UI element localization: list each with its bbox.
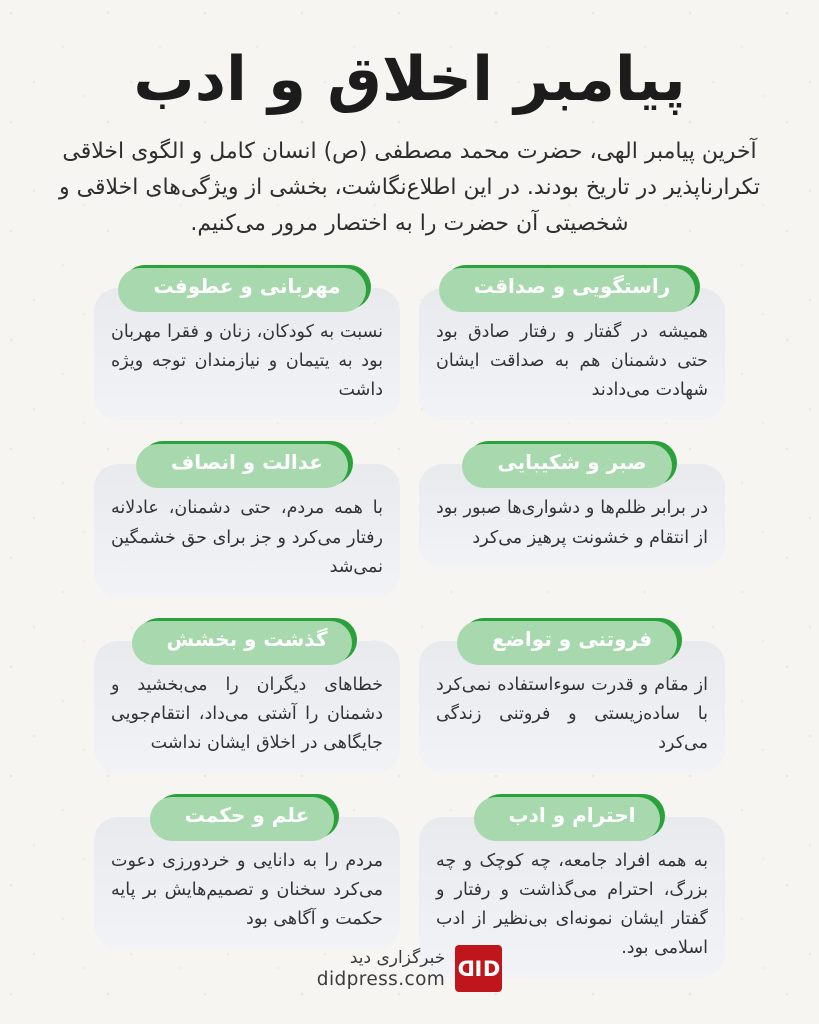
did-logo [455, 945, 502, 992]
brand-text [317, 948, 445, 990]
trait-description: به همه افراد جامعه، چه کوچک و چه بزرگ، احترام می‌گذاشت و رفتار و گفتار ایشان نمونه‌ای بی‌نظیر از ادب اسلامی بود. [419, 817, 725, 978]
agency-website: didpress.com [316, 968, 446, 990]
logo-letter: D [482, 956, 501, 981]
trait-description: نسبت به کودکان، زنان و فقرا مهربان بود به یتیمان و نیازمندان توجه ویژه داشت [94, 288, 400, 420]
trait-card-truthfulness [419, 265, 725, 420]
trait-badge [444, 265, 700, 309]
logo-letter-mirrored: D [456, 956, 475, 981]
page-title: پیامبر اخلاق و ادب [133, 44, 686, 115]
trait-title: مهربانی و عطوفت [153, 274, 341, 299]
trait-title: گذشت و بخشش [166, 626, 328, 651]
trait-card-humility [419, 618, 725, 773]
trait-card-justice [94, 441, 400, 596]
trait-description: خطاهای دیگران را می‌بخشید و دشمنان را آشتی می‌داد، انتقام‌جویی جایگاهی در اخلاق ایشان نداشت [94, 641, 400, 773]
trait-description: در برابر ظلم‌ها و دشواری‌ها صبور بود از انتقام و خشونت پرهیز می‌کرد [419, 464, 725, 567]
trait-description: مردم را به دانایی و خردورزی دعوت می‌کرد سخنان و تصمیم‌هایش بر پایه حکمت و آگاهی بود [94, 817, 400, 949]
trait-title: راستگویی و صداقت [473, 274, 671, 299]
trait-title: علم و حکمت [184, 802, 310, 827]
trait-description: همیشه در گفتار و رفتار صادق بود حتی دشمنان هم به صداقت ایشان شهادت می‌دادند [419, 288, 725, 420]
logo-letter: I [474, 956, 483, 981]
trait-title: صبر و شکیبایی [497, 450, 647, 475]
trait-card-kindness [94, 265, 400, 420]
trait-card-forgiveness [94, 618, 400, 773]
did-brand [317, 945, 502, 992]
trait-badge [123, 265, 370, 309]
intro-paragraph: آخرین پیامبر الهی، حضرت محمد مصطفی (ص) انسان کامل و الگوی اخلاقی تکرارناپذیر در تاریخ بودند. در این اطلاع‌نگاشت، بخشی از ویژگی‌های اخلاقی و شخصیتی آن حضرت را به اختصار مرور می‌کنیم. [59, 139, 760, 236]
trait-badge [137, 618, 358, 662]
traits-grid [94, 265, 725, 978]
trait-card-patience [419, 441, 725, 567]
trait-card-wisdom [94, 794, 400, 949]
trait-title: عدالت و انصاف [171, 450, 323, 475]
trait-badge [155, 794, 340, 838]
trait-description: از مقام و قدرت سوءاستفاده نمی‌کرد با ساده‌زیستی و فروتنی زندگی می‌کرد [419, 641, 725, 773]
trait-badge [141, 441, 353, 485]
footer [0, 945, 819, 992]
trait-badge [467, 441, 676, 485]
trait-description: با همه مردم، حتی دشمنان، عادلانه رفتار می‌کرد و جز برای حق خشمگین نمی‌شد [94, 464, 400, 596]
trait-badge [462, 618, 682, 662]
trait-title: احترام و ادب [508, 802, 636, 827]
trait-badge [479, 794, 666, 838]
trait-title: فروتنی و تواضع [491, 626, 653, 651]
agency-name: خبرگزاری دید [349, 947, 446, 968]
